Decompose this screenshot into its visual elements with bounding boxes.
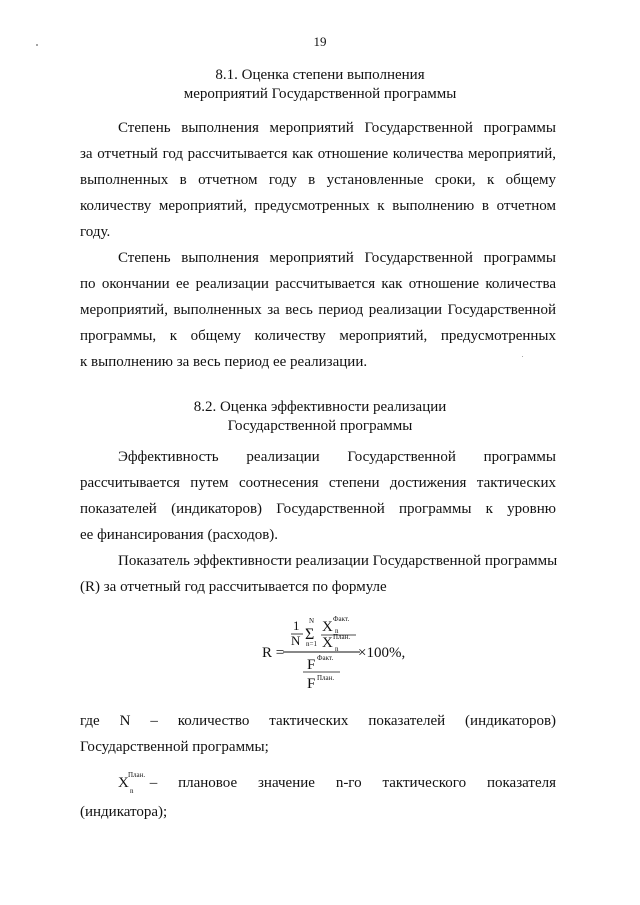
section-title-line: 8.1. Оценка степени выполнения	[215, 67, 425, 83]
text-line: Эффективность реализации Государственной программы	[118, 449, 556, 465]
text-line: программы, к общему количеству мероприятий, предусмотренных	[80, 328, 556, 344]
sum-lower-limit: n=1	[306, 640, 317, 648]
definition-x-line-2: (индикатора);	[80, 804, 168, 820]
text-line: выполненных в отчетном году в установленные сроки, к общему	[80, 172, 556, 188]
section-title-line: 8.2. Оценка эффективности реализации	[193, 399, 447, 415]
x-fact-symbol: X	[322, 619, 333, 635]
definition-word: (индикаторов)	[465, 713, 557, 729]
text-line: году.	[80, 224, 111, 240]
definition-n-line-2: Государственной программы;	[80, 739, 269, 755]
f-fact-superscript: Факт.	[317, 654, 334, 662]
text-line: Степень выполнения мероприятий Государственной программы	[118, 250, 556, 266]
definition-word: количество	[177, 713, 250, 729]
definition-word: показателей	[368, 713, 446, 729]
definition-word: n-го	[335, 775, 362, 791]
text-line: Степень выполнения мероприятий Государственной программы	[118, 120, 556, 136]
text-line: количеству мероприятий, предусмотренных к выполнению в отчетном	[80, 198, 556, 214]
f-fact-symbol: F	[307, 657, 316, 673]
text-line: мероприятий, выполненных за весь период реализации Государственной	[80, 302, 556, 318]
x-plan-superscript: План.	[333, 633, 351, 641]
formula-multiplier: ×100%,	[358, 645, 406, 661]
formula-lhs: R =	[262, 645, 285, 661]
sigma-symbol: Σ	[305, 626, 315, 643]
x-fact-subscript: n	[335, 627, 339, 635]
definition-n-line-1	[80, 708, 556, 734]
text-line: Показатель эффективности реализации Государственной программы	[118, 553, 558, 569]
x-superscript: План.	[128, 771, 146, 779]
text-line: за отчетный год рассчитывается как отношение количества мероприятий,	[80, 146, 556, 162]
scan-speck	[36, 44, 38, 46]
definition-word: плановое	[178, 775, 238, 791]
x-plan-variable	[118, 770, 146, 796]
text-line: к выполнению за весь период ее реализации.	[80, 354, 368, 370]
definition-word: N	[119, 713, 131, 729]
definition-word: где	[80, 713, 100, 729]
x-subscript: n	[130, 787, 134, 795]
f-plan-symbol: F	[307, 676, 316, 692]
f-plan-superscript: План.	[317, 674, 335, 682]
section-title-line: мероприятий Государственной программы	[183, 86, 457, 102]
definition-x-line-1	[118, 770, 556, 796]
section-title-line: Государственной программы	[227, 418, 413, 434]
x-plan-symbol: X	[322, 635, 333, 651]
text-line: рассчитывается путем соотнесения степени достижения тактических	[80, 475, 556, 491]
definition-word: тактического	[382, 775, 467, 791]
text-line: показателей (индикаторов) Государственной программы к уровню	[80, 501, 556, 517]
formula-n-denominator: N	[291, 633, 301, 648]
definition-word: значение	[258, 775, 315, 791]
text-line: (R) за отчетный год рассчитывается по формуле	[80, 579, 387, 595]
formula-one: 1	[293, 618, 300, 633]
definition-word: –	[149, 775, 158, 791]
page-number: 19	[313, 34, 327, 49]
sum-upper-limit: N	[309, 617, 315, 625]
x-symbol: X	[118, 775, 129, 791]
definition-word: –	[150, 713, 158, 729]
definition-word: показателя	[486, 775, 556, 791]
scan-speck	[522, 356, 523, 357]
definition-word: тактических	[269, 713, 349, 729]
x-fact-superscript: Факт.	[333, 615, 350, 623]
text-line: ее финансирования (расходов).	[80, 527, 279, 543]
text-line: по окончании ее реализации рассчитывается как отношение количества	[80, 276, 556, 292]
x-plan-subscript: n	[335, 645, 339, 653]
